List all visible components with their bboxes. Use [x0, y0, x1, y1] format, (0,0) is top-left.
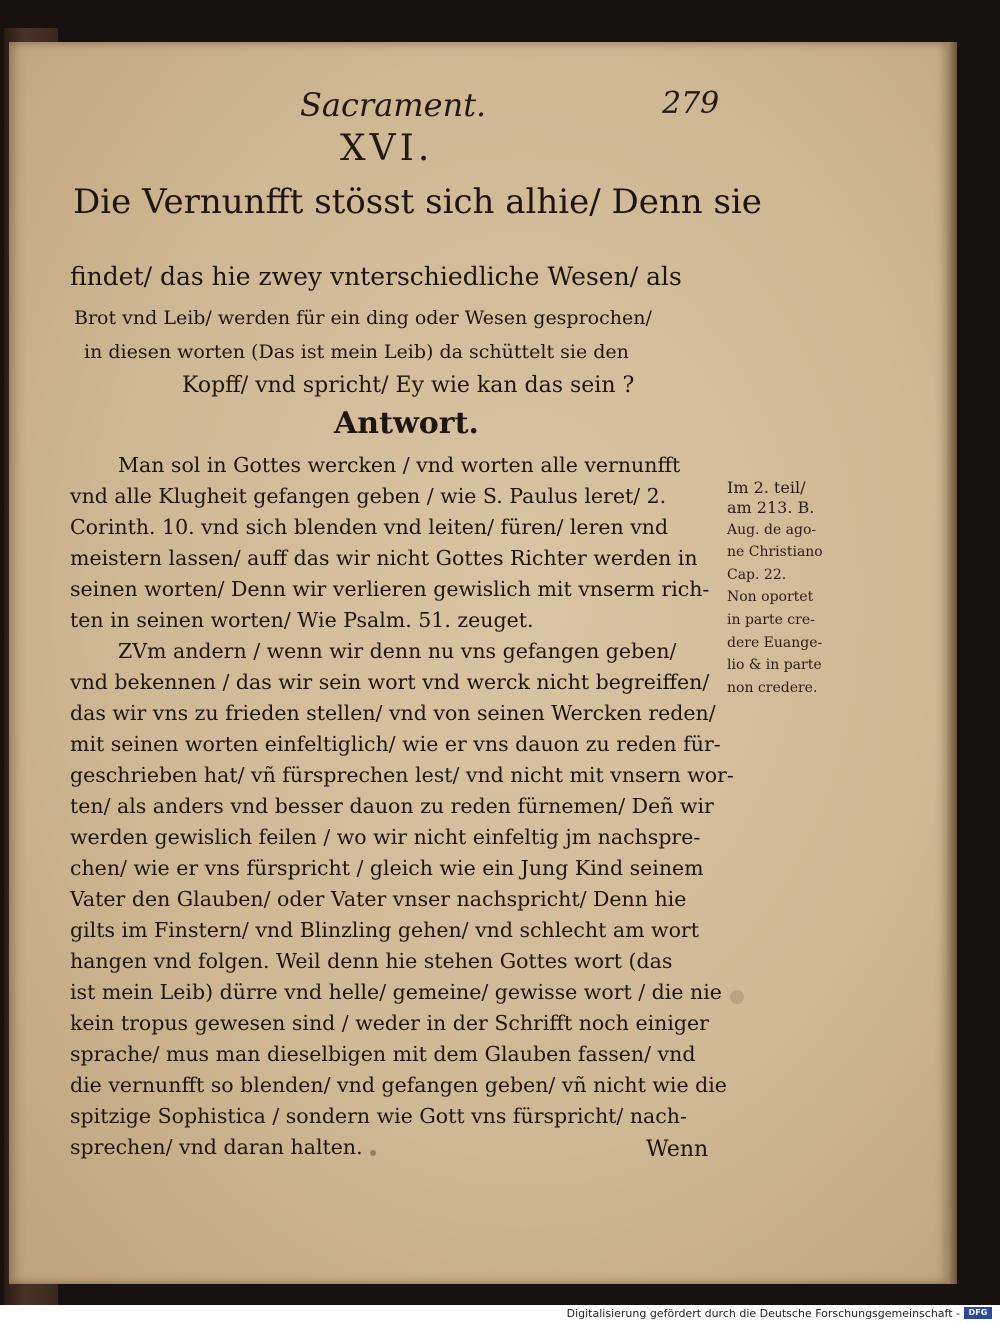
body-line: ist mein Leib) dürre vnd helle/ gemeine/ gewisse wort / die nie [70, 980, 722, 1004]
body-line: kein tropus gewesen sind / weder in der Schrifft noch einiger [70, 1011, 709, 1035]
thesis-line: Brot vnd Leib/ werden für ein ding oder Wesen gesprochen/ [74, 307, 652, 329]
thesis-line: findet/ das hie zwey vnterschiedliche Wesen/ als [70, 262, 682, 291]
page-number: 279 [662, 86, 720, 121]
marginal-note-line: Im 2. teil/ [727, 478, 806, 497]
body-line: Corinth. 10. vnd sich blenden vnd leiten/ füren/ leren vnd [70, 515, 669, 539]
answer-heading: Antwort. [334, 406, 479, 441]
paper-stain [730, 990, 744, 1004]
marginal-note-line: Aug. de ago- [727, 522, 817, 538]
body-line: geschrieben hat/ vñ fürsprechen lest/ vnd nicht mit vnsern wor- [70, 763, 734, 787]
body-line: meistern lassen/ auff das wir nicht Gottes Richter werden in [70, 546, 698, 570]
marginal-note-line: dere Euange- [727, 635, 823, 651]
marginal-note-line: ne Christiano [727, 544, 823, 560]
page-edge [947, 42, 957, 1284]
body-line: mit seinen worten einfeltiglich/ wie er vns dauon zu reden für- [70, 732, 721, 756]
marginal-note-line: am 213. B. [727, 498, 815, 517]
body-line: Vater den Glauben/ oder Vater vnser nachspricht/ Denn hie [70, 887, 687, 911]
body-line: sprechen/ vnd daran halten. [70, 1135, 363, 1159]
marginal-note-line: non credere. [727, 680, 818, 696]
body-line: hangen vnd folgen. Weil denn hie stehen Gottes wort (das [70, 949, 673, 973]
catchword: Wenn [646, 1137, 709, 1162]
marginal-note-line: lio & in parte [727, 657, 822, 673]
thesis-line: in diesen worten (Das ist mein Leib) da schüttelt sie den [84, 341, 629, 363]
body-line: seinen worten/ Denn wir verlieren gewislich mit vnserm rich- [70, 577, 710, 601]
body-line: Man sol in Gottes wercken / vnd worten alle vernunfft [118, 453, 681, 477]
body-line: gilts im Finstern/ vnd Blinzling gehen/ vnd schlecht am wort [70, 918, 699, 942]
body-line: chen/ wie er vns fürspricht / gleich wie ein Jung Kind seinem [70, 856, 704, 880]
body-line: sprache/ mus man dieselbigen mit dem Glauben fassen/ vnd [70, 1042, 696, 1066]
body-line: das wir vns zu frieden stellen/ vnd von seinen Wercken reden/ [70, 701, 716, 725]
ink-spot [370, 1150, 376, 1156]
body-line: spitzige Sophistica / sondern wie Gott vns fürspricht/ nach- [70, 1104, 687, 1128]
marginal-note-line: in parte cre- [727, 612, 815, 628]
thesis-line: Die Vernunfft stösst sich alhie/ Denn sie [73, 182, 762, 222]
body-line: vnd bekennen / das wir sein wort vnd werck nicht begreiffen/ [70, 670, 710, 694]
digitization-credit: Digitalisierung gefördert durch die Deutsche Forschungsgemeinschaft - [566, 1307, 960, 1320]
body-line: die vernunfft so blenden/ vnd gefangen geben/ vñ nicht wie die [70, 1073, 727, 1097]
dfg-logo: DFG [964, 1307, 992, 1319]
section-number: XVI. [340, 128, 434, 169]
thesis-line: Kopff/ vnd spricht/ Ey wie kan das sein ? [182, 373, 635, 398]
body-line: ten/ als anders vnd besser dauon zu reden fürnemen/ Deñ wir [70, 794, 714, 818]
body-line: vnd alle Klugheit gefangen geben / wie S. Paulus leret/ 2. [70, 484, 667, 508]
body-line: ten in seinen worten/ Wie Psalm. 51. zeuget. [70, 608, 534, 632]
marginal-note-line: Cap. 22. [727, 567, 787, 583]
running-title: Sacrament. [300, 86, 487, 124]
body-line: werden gewislich feilen / wo wir nicht einfeltig jm nachspre- [70, 825, 701, 849]
marginal-note-line: Non oportet [727, 589, 814, 605]
body-line: ZVm andern / wenn wir denn nu vns gefangen geben/ [118, 639, 677, 663]
running-head [300, 86, 720, 132]
